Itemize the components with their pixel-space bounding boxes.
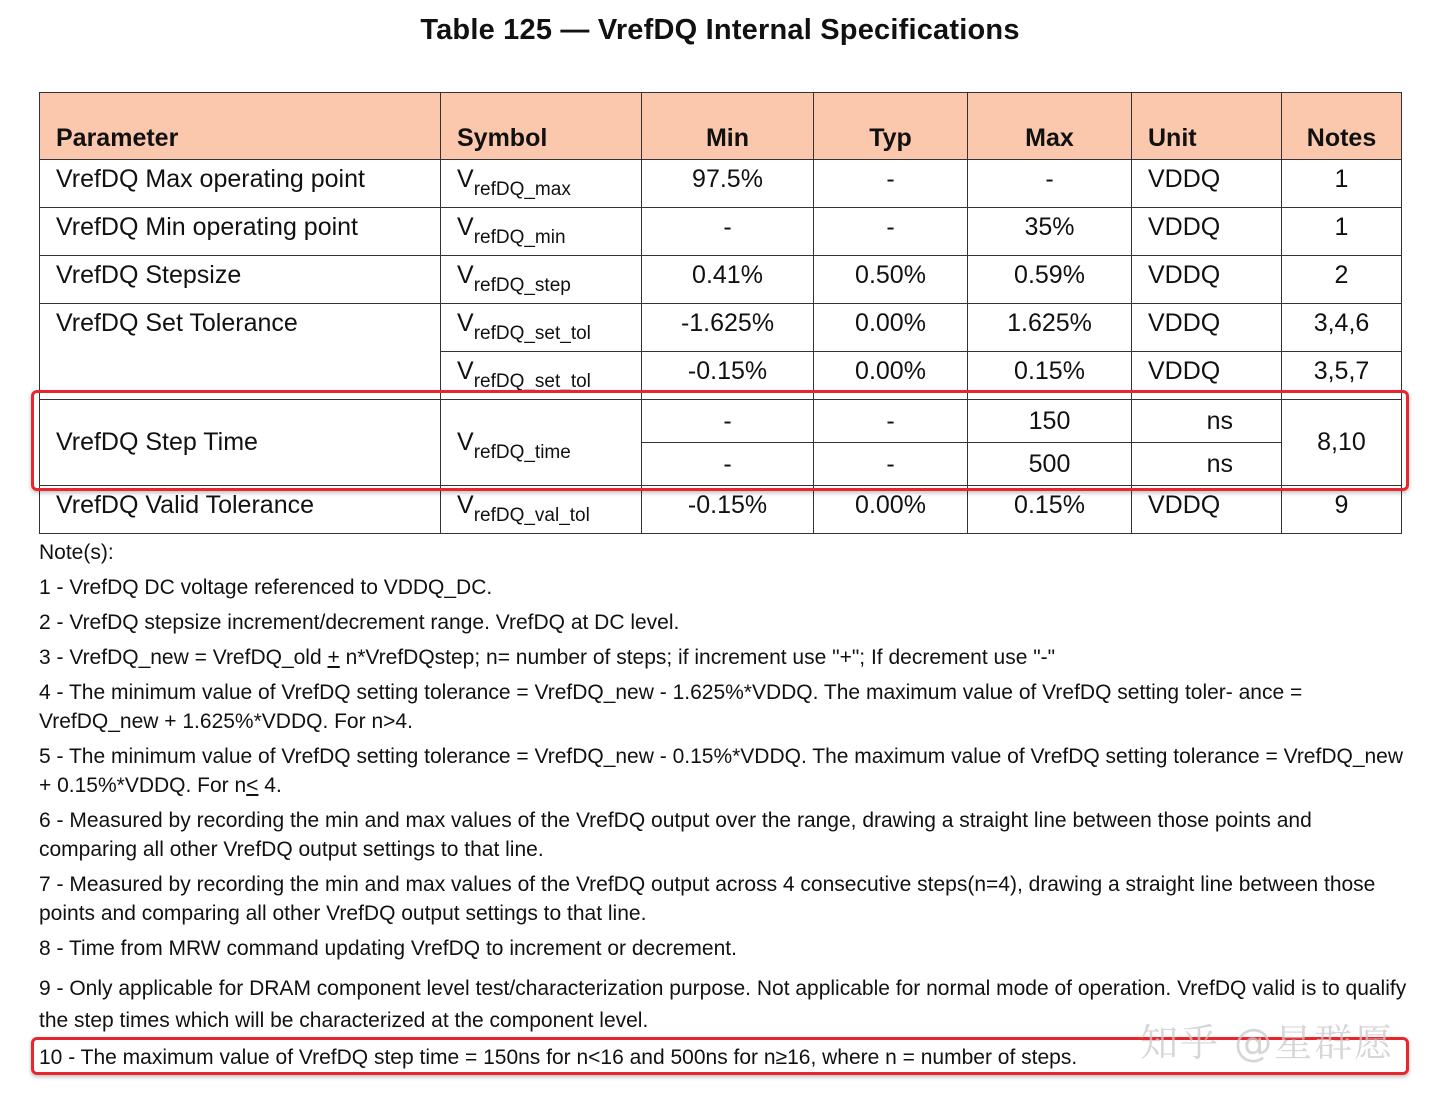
cell-unit: VDDQ <box>1132 486 1282 534</box>
notes-section <box>39 538 1411 1078</box>
cell-max: 1.625% <box>968 304 1132 352</box>
table-header-row <box>40 93 1402 160</box>
cell-max: 0.59% <box>968 256 1132 304</box>
cell-typ: 0.00% <box>814 486 968 534</box>
header-unit: Unit <box>1132 93 1282 160</box>
cell-unit: ns <box>1132 443 1282 486</box>
cell-typ: - <box>814 160 968 208</box>
cell-parameter: VrefDQ Step Time <box>40 400 441 486</box>
note-3 <box>39 643 1411 672</box>
cell-typ: 0.00% <box>814 304 968 352</box>
cell-parameter: VrefDQ Stepsize <box>40 256 441 304</box>
symbol-subscript: refDQ_step <box>473 275 571 296</box>
cell-symbol <box>441 352 642 400</box>
table-row <box>40 304 1402 352</box>
cell-parameter: VrefDQ Valid Tolerance <box>40 486 441 534</box>
note-1: 1 - VrefDQ DC voltage referenced to VDDQ_DC. <box>39 576 493 599</box>
cell-symbol <box>441 160 642 208</box>
cell-parameter: VrefDQ Max operating point <box>40 160 441 208</box>
cell-notes: 8,10 <box>1282 400 1402 486</box>
cell-notes: 2 <box>1282 256 1402 304</box>
symbol-main: V <box>457 428 474 456</box>
symbol-subscript: refDQ_val_tol <box>473 505 590 526</box>
cell-notes: 9 <box>1282 486 1402 534</box>
header-parameter: Parameter <box>40 93 441 160</box>
table-row <box>40 400 1402 443</box>
cell-unit: VDDQ <box>1132 160 1282 208</box>
notes-label: Note(s): <box>39 541 114 564</box>
note-4: 4 - The minimum value of VrefDQ setting tolerance = VrefDQ_new - 1.625%*VDDQ. The maximum value of VrefDQ setting toler- ance = VrefDQ_new + 1.625%*VDDQ. For n>4. <box>39 681 1303 733</box>
symbol-main: V <box>457 309 474 337</box>
symbol-subscript: refDQ_time <box>473 442 571 463</box>
note-5-text-a: 5 - The minimum value of VrefDQ setting tolerance = VrefDQ_new - 0.15%*VDDQ. The maximum value of VrefDQ setting tolerance = VrefDQ_new + 0.15%*VDDQ. For n <box>39 745 1404 797</box>
symbol-main: V <box>457 261 474 289</box>
cell-max: 150 <box>968 400 1132 443</box>
cell-min: -0.15% <box>642 486 814 534</box>
note-9: 9 - Only applicable for DRAM component level test/characterization purpose. Not applicable for normal mode of operation. VrefDQ valid is to qualify the step times which will be characterized at the component level. <box>39 977 1407 1032</box>
note-3-text-a: 3 - VrefDQ_new = VrefDQ_old <box>39 646 328 669</box>
watermark-text: 知乎 @星群愿 <box>1140 1021 1395 1065</box>
header-notes: Notes <box>1282 93 1402 160</box>
header-typ: Typ <box>814 93 968 160</box>
cell-min: 97.5% <box>642 160 814 208</box>
cell-min: - <box>642 443 814 486</box>
cell-unit: VDDQ <box>1132 304 1282 352</box>
header-min: Min <box>642 93 814 160</box>
note-5 <box>39 742 1411 800</box>
cell-min: -1.625% <box>642 304 814 352</box>
table-row <box>40 208 1402 256</box>
cell-min: 0.41% <box>642 256 814 304</box>
symbol-subscript: refDQ_set_tol <box>473 323 591 344</box>
vrefdq-spec-table <box>39 92 1402 534</box>
cell-max: 500 <box>968 443 1132 486</box>
cell-max: 0.15% <box>968 486 1132 534</box>
note-3-text-b: n*VrefDQstep; n= number of steps; if increment use "+"; If decrement use "-" <box>339 646 1056 669</box>
cell-symbol <box>441 208 642 256</box>
cell-typ: 0.00% <box>814 352 968 400</box>
cell-symbol <box>441 304 642 352</box>
note-8: 8 - Time from MRW command updating VrefDQ to increment or decrement. <box>39 937 737 960</box>
note-7: 7 - Measured by recording the min and max values of the VrefDQ output across 4 consecutive steps(n=4), drawing a straight line between those points and comparing all other VrefDQ output settings to that line. <box>39 873 1376 925</box>
symbol-main: V <box>457 357 474 385</box>
cell-notes: 3,4,6 <box>1282 304 1402 352</box>
symbol-subscript: refDQ_max <box>473 179 571 200</box>
cell-max: 0.15% <box>968 352 1132 400</box>
symbol-main: V <box>457 213 474 241</box>
table-row <box>40 256 1402 304</box>
cell-parameter: VrefDQ Set Tolerance <box>40 304 441 400</box>
table-row <box>40 486 1402 534</box>
table-row <box>40 160 1402 208</box>
table-title: Table 125 — VrefDQ Internal Specifications <box>420 14 1020 46</box>
cell-typ: 0.50% <box>814 256 968 304</box>
cell-notes: 3,5,7 <box>1282 352 1402 400</box>
header-max: Max <box>968 93 1132 160</box>
cell-unit: VDDQ <box>1132 352 1282 400</box>
note-6: 6 - Measured by recording the min and max values of the VrefDQ output over the range, drawing a straight line between those points and comparing all other VrefDQ output settings to that line. <box>39 809 1312 861</box>
cell-max: 35% <box>968 208 1132 256</box>
cell-parameter: VrefDQ Min operating point <box>40 208 441 256</box>
cell-symbol <box>441 486 642 534</box>
cell-symbol <box>441 256 642 304</box>
less-equal-symbol: < <box>246 774 259 797</box>
symbol-subscript: refDQ_set_tol <box>473 371 591 392</box>
cell-notes: 1 <box>1282 160 1402 208</box>
note-10: 10 - The maximum value of VrefDQ step time = 150ns for n<16 and 500ns for n≥16, where n = number of steps. <box>39 1046 1078 1069</box>
cell-symbol <box>441 400 642 486</box>
cell-notes: 1 <box>1282 208 1402 256</box>
cell-typ: - <box>814 443 968 486</box>
cell-typ: - <box>814 208 968 256</box>
cell-min: - <box>642 208 814 256</box>
cell-typ: - <box>814 400 968 443</box>
cell-unit: ns <box>1132 400 1282 443</box>
symbol-subscript: refDQ_min <box>473 227 566 248</box>
plus-minus-symbol: + <box>327 646 340 669</box>
cell-unit: VDDQ <box>1132 208 1282 256</box>
header-symbol: Symbol <box>441 93 642 160</box>
cell-min: -0.15% <box>642 352 814 400</box>
cell-unit: VDDQ <box>1132 256 1282 304</box>
note-5-text-b: 4. <box>258 774 282 797</box>
symbol-main: V <box>457 491 474 519</box>
symbol-main: V <box>457 165 474 193</box>
note-2: 2 - VrefDQ stepsize increment/decrement range. VrefDQ at DC level. <box>39 611 680 634</box>
cell-max: - <box>968 160 1132 208</box>
cell-min: - <box>642 400 814 443</box>
